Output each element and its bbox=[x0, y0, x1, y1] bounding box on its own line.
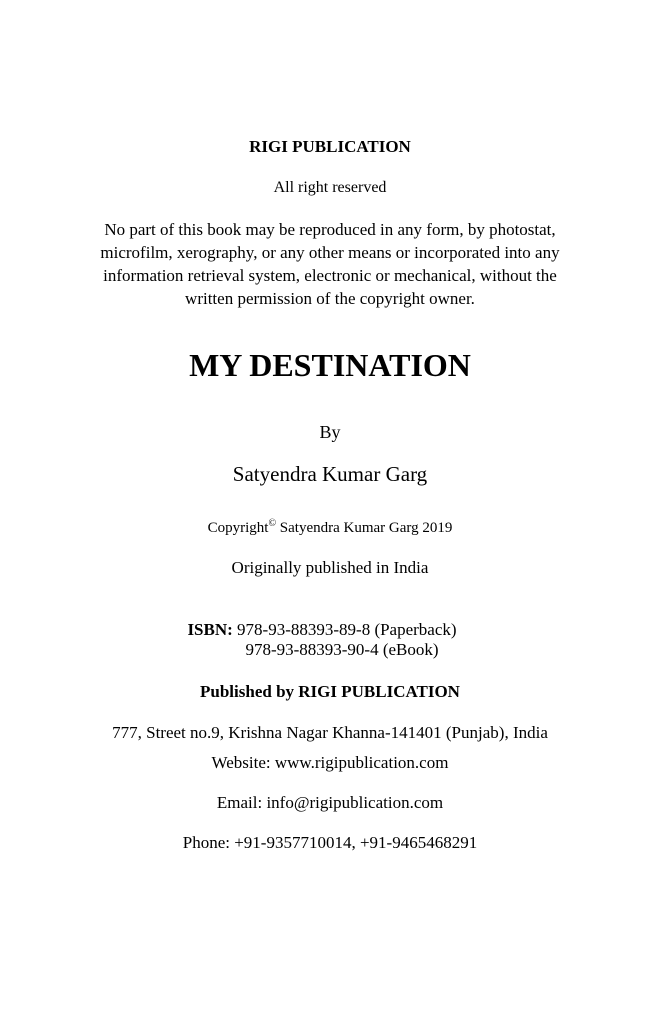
copyright-text: Satyendra Kumar Garg 2019 bbox=[279, 520, 453, 536]
author-name: Satyendra Kumar Garg bbox=[232, 462, 428, 486]
book-title: MY DESTINATION bbox=[189, 347, 471, 383]
notice-line: information retrieval system, electronic or mechanical, without the bbox=[103, 266, 557, 285]
published-by: Published by RIGI PUBLICATION bbox=[200, 682, 460, 701]
isbn-ebook: 978-93-88393-90-4 (eBook) bbox=[245, 640, 439, 659]
notice-line: written permission of the copyright owner. bbox=[185, 289, 475, 308]
copyright-line bbox=[0, 518, 660, 537]
phone: Phone: +91-9357710014, +91-9465468291 bbox=[182, 833, 478, 852]
website: Website: www.rigipublication.com bbox=[211, 753, 449, 772]
publisher-heading: RIGI PUBLICATION bbox=[249, 137, 411, 156]
copyright-symbol: © bbox=[268, 518, 277, 529]
isbn-label: ISBN: bbox=[187, 620, 233, 639]
address: 777, Street no.9, Krishna Nagar Khanna-141401 (Punjab), India bbox=[112, 723, 548, 742]
isbn-paperback bbox=[0, 620, 652, 640]
email: Email: info@rigipublication.com bbox=[216, 793, 444, 812]
copyright-label: Copyright bbox=[207, 520, 269, 536]
notice-line: microfilm, xerography, or any other means or incorporated into any bbox=[100, 243, 560, 262]
by-label: By bbox=[319, 422, 341, 442]
origin-statement: Originally published in India bbox=[231, 558, 429, 577]
isbn-paperback-value: 978-93-88393-89-8 (Paperback) bbox=[237, 620, 457, 639]
rights-statement: All right reserved bbox=[273, 179, 387, 196]
notice-line: No part of this book may be reproduced in any form, by photostat, bbox=[104, 220, 556, 239]
